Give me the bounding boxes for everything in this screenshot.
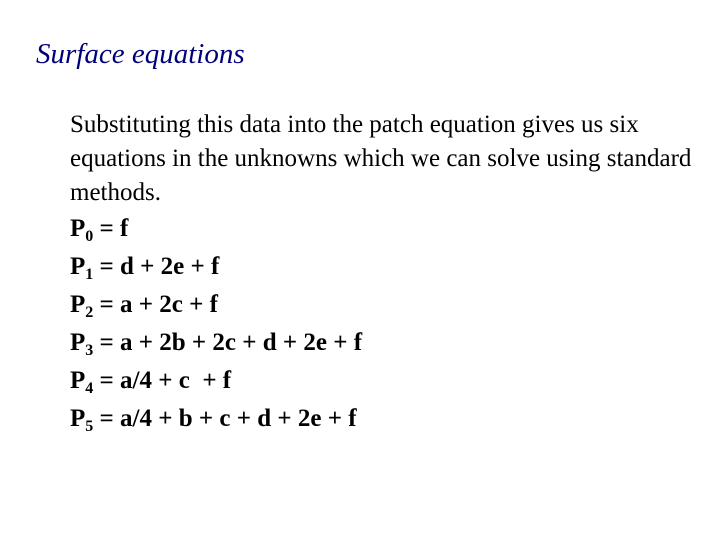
equation-subscript: 0 xyxy=(85,228,94,245)
equation-symbol: P xyxy=(70,367,86,394)
equation-rhs: = a + 2c + f xyxy=(93,291,218,318)
equation-symbol: P xyxy=(70,405,86,432)
equation-rhs: = f xyxy=(93,215,129,242)
equation-p3 xyxy=(70,324,700,362)
equation-subscript: 4 xyxy=(85,380,94,397)
equation-rhs: = d + 2e + f xyxy=(93,253,220,280)
equation-symbol: P xyxy=(70,215,86,242)
equation-list xyxy=(70,210,700,438)
equation-symbol: P xyxy=(70,329,86,356)
equation-subscript: 1 xyxy=(85,266,94,283)
equation-rhs: = a/4 + b + c + d + 2e + f xyxy=(93,405,357,432)
equation-rhs: = a + 2b + 2c + d + 2e + f xyxy=(93,329,363,356)
intro-paragraph: Substituting this data into the patch equation gives us six equations in the unknowns which we can solve using standard methods. xyxy=(70,111,692,206)
equation-rhs: = a/4 + c + f xyxy=(93,367,232,394)
equation-symbol: P xyxy=(70,291,86,318)
equation-p4 xyxy=(70,362,700,400)
equation-subscript: 2 xyxy=(85,304,94,321)
equation-symbol: P xyxy=(70,253,86,280)
equation-p2 xyxy=(70,286,700,324)
equation-p1 xyxy=(70,248,700,286)
slide-body xyxy=(70,108,700,438)
equation-p0 xyxy=(70,210,700,248)
equation-p5 xyxy=(70,400,700,438)
equation-subscript: 5 xyxy=(85,418,94,435)
equation-subscript: 3 xyxy=(85,342,94,359)
slide-title: Surface equations xyxy=(36,38,245,70)
